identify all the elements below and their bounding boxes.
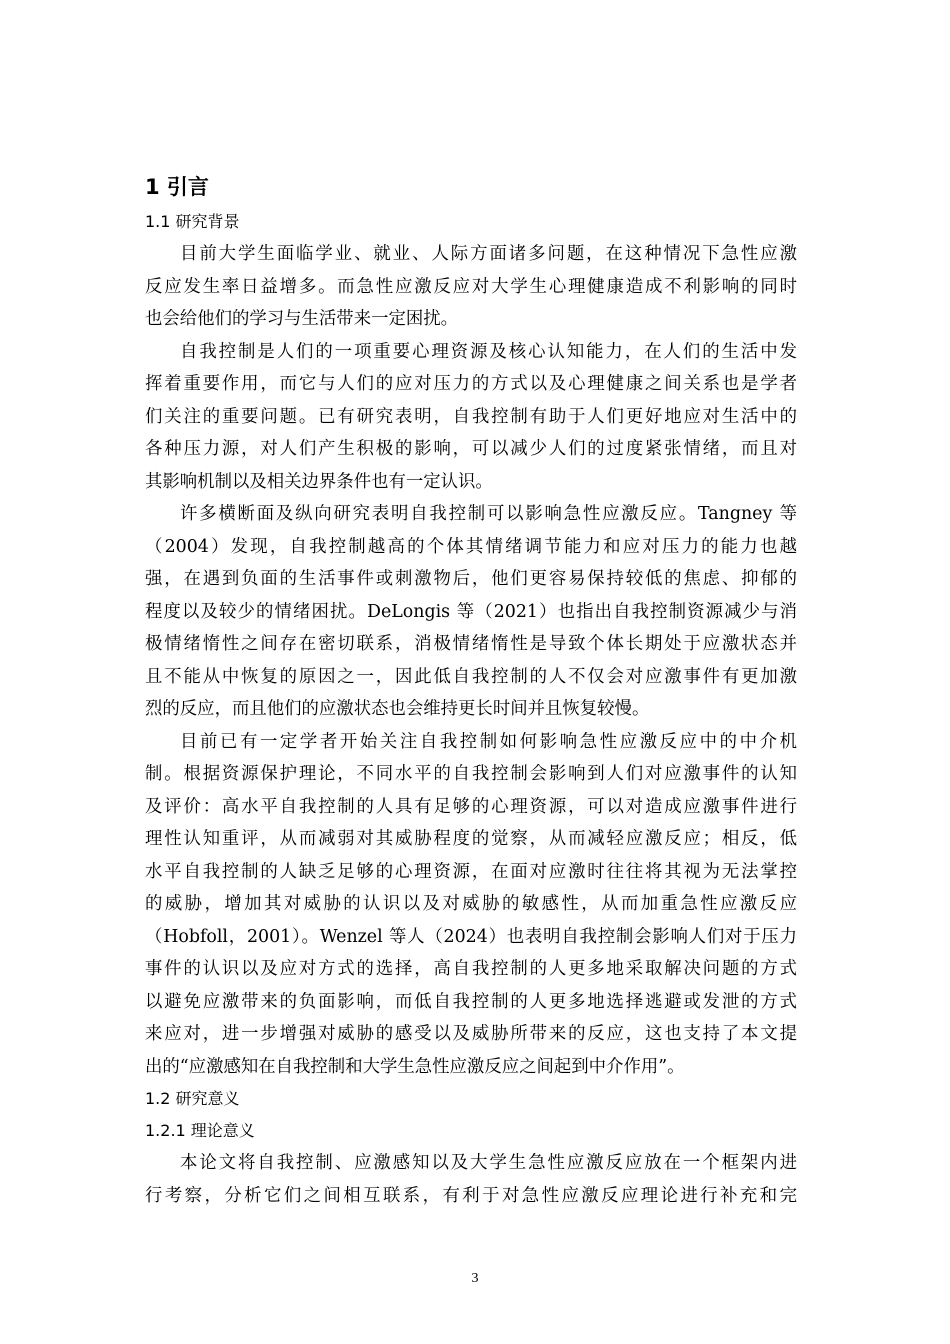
chapter-heading: 1 引言 — [145, 175, 209, 199]
paragraph-line: 强，在遇到负面的生活事件或刺激物后，他们更容易保持较低的焦虑、抑郁的 — [145, 569, 797, 589]
paragraph-line: 自我控制是人们的一项重要心理资源及核心认知能力，在人们的生活中发 — [180, 341, 797, 362]
paragraph-line: 各种压力源，对人们产生积极的影响，可以减少人们的过度紧张情绪，而且对 — [145, 439, 797, 459]
paragraph-line: 理性认知重评，从而减弱对其威胁程度的觉察，从而减轻应激反应；相反，低 — [145, 829, 797, 849]
paragraph-4 — [145, 726, 797, 1084]
paragraph-line: 及评价：高水平自我控制的人具有足够的心理资源，可以对造成应激事件进行 — [145, 796, 797, 817]
paragraph-line: 也会给他们的学习与生活带来一定困扰。 — [145, 309, 459, 329]
paragraph-2 — [145, 336, 797, 499]
paragraph-line: 烈的反应，而且他们的应激状态也会维持更长时间并且恢复较慢。 — [145, 699, 650, 719]
paragraph-line: 程度以及较少的情绪困扰。DeLongis 等（2021）也指出自我控制资源减少与消 — [145, 601, 797, 622]
paragraph-line: 事件的认识以及应对方式的选择，高自我控制的人更多地采取解决问题的方式 — [145, 959, 797, 979]
paragraph-line: 其影响机制以及相关边界条件也有一定认识。 — [145, 471, 493, 492]
paragraph-1 — [145, 238, 797, 336]
paragraph-line: 极情绪惰性之间存在密切联系，消极情绪惰性是导致个体长期处于应激状态并 — [145, 634, 797, 654]
page-content — [145, 168, 797, 1212]
paragraph-line: 许多横断面及纵向研究表明自我控制可以影响急性应激反应。Tangney 等 — [180, 504, 797, 524]
section-heading-1-2: 1.2 研究意义 — [145, 1089, 240, 1108]
paragraph-line: （Hobfoll，2001）。Wenzel 等人（2024）也表明自我控制会影响人们对于压力 — [145, 926, 797, 947]
paragraph-line: 挥着重要作用，而它与人们的应对压力的方式以及心理健康之间关系也是学者 — [145, 374, 797, 394]
paragraph-line: 目前大学生面临学业、就业、人际方面诸多问题，在这种情况下急性应激 — [180, 244, 797, 264]
section-heading-1-1: 1.1 研究背景 — [145, 212, 240, 231]
paragraph-line: 且不能从中恢复的原因之一，因此低自我控制的人不仅会对应激事件有更加激 — [145, 666, 797, 687]
paragraph-line: （2004）发现，自我控制越高的个体其情绪调节能力和应对压力的能力也越 — [145, 536, 797, 557]
paragraph-line: 来应对，进一步增强对威胁的感受以及威胁所带来的反应，这也支持了本文提 — [145, 1024, 797, 1044]
paragraph-line: 反应发生率日益增多。而急性应激反应对大学生心理健康造成不利影响的同时 — [145, 276, 797, 297]
paragraph-line: 的威胁，增加其对威胁的认识以及对威胁的敏感性，从而加重急性应激反应 — [145, 894, 797, 914]
paragraph-line: 目前已有一定学者开始关注自我控制如何影响急性应激反应中的中介机 — [180, 731, 797, 752]
paragraph-line: 水平自我控制的人缺乏足够的心理资源，在面对应激时往往将其视为无法掌控 — [145, 861, 797, 882]
paragraph-line: 以避免应激带来的负面影响，而低自我控制的人更多地选择逃避或发泄的方式 — [145, 991, 797, 1012]
page-number: 3 — [471, 1271, 479, 1286]
paragraph-line: 出的“应激感知在自我控制和大学生急性应激反应之间起到中介作用”。 — [145, 1056, 685, 1077]
paragraph-3 — [145, 498, 797, 726]
paragraph-line: 行考察，分析它们之间相互联系，有利于对急性应激反应理论进行补充和完 — [145, 1185, 797, 1206]
paragraph-line: 们关注的重要问题。已有研究表明，自我控制有助于人们更好地应对生活中的 — [145, 406, 797, 427]
paragraph-line: 本论文将自我控制、应激感知以及大学生急性应激反应放在一个框架内进 — [180, 1153, 797, 1173]
paragraph-line: 制。根据资源保护理论，不同水平的自我控制会影响到人们对应激事件的认知 — [145, 764, 797, 784]
paragraph-5 — [145, 1147, 797, 1212]
subsection-heading-1-2-1: 1.2.1 理论意义 — [145, 1121, 255, 1140]
